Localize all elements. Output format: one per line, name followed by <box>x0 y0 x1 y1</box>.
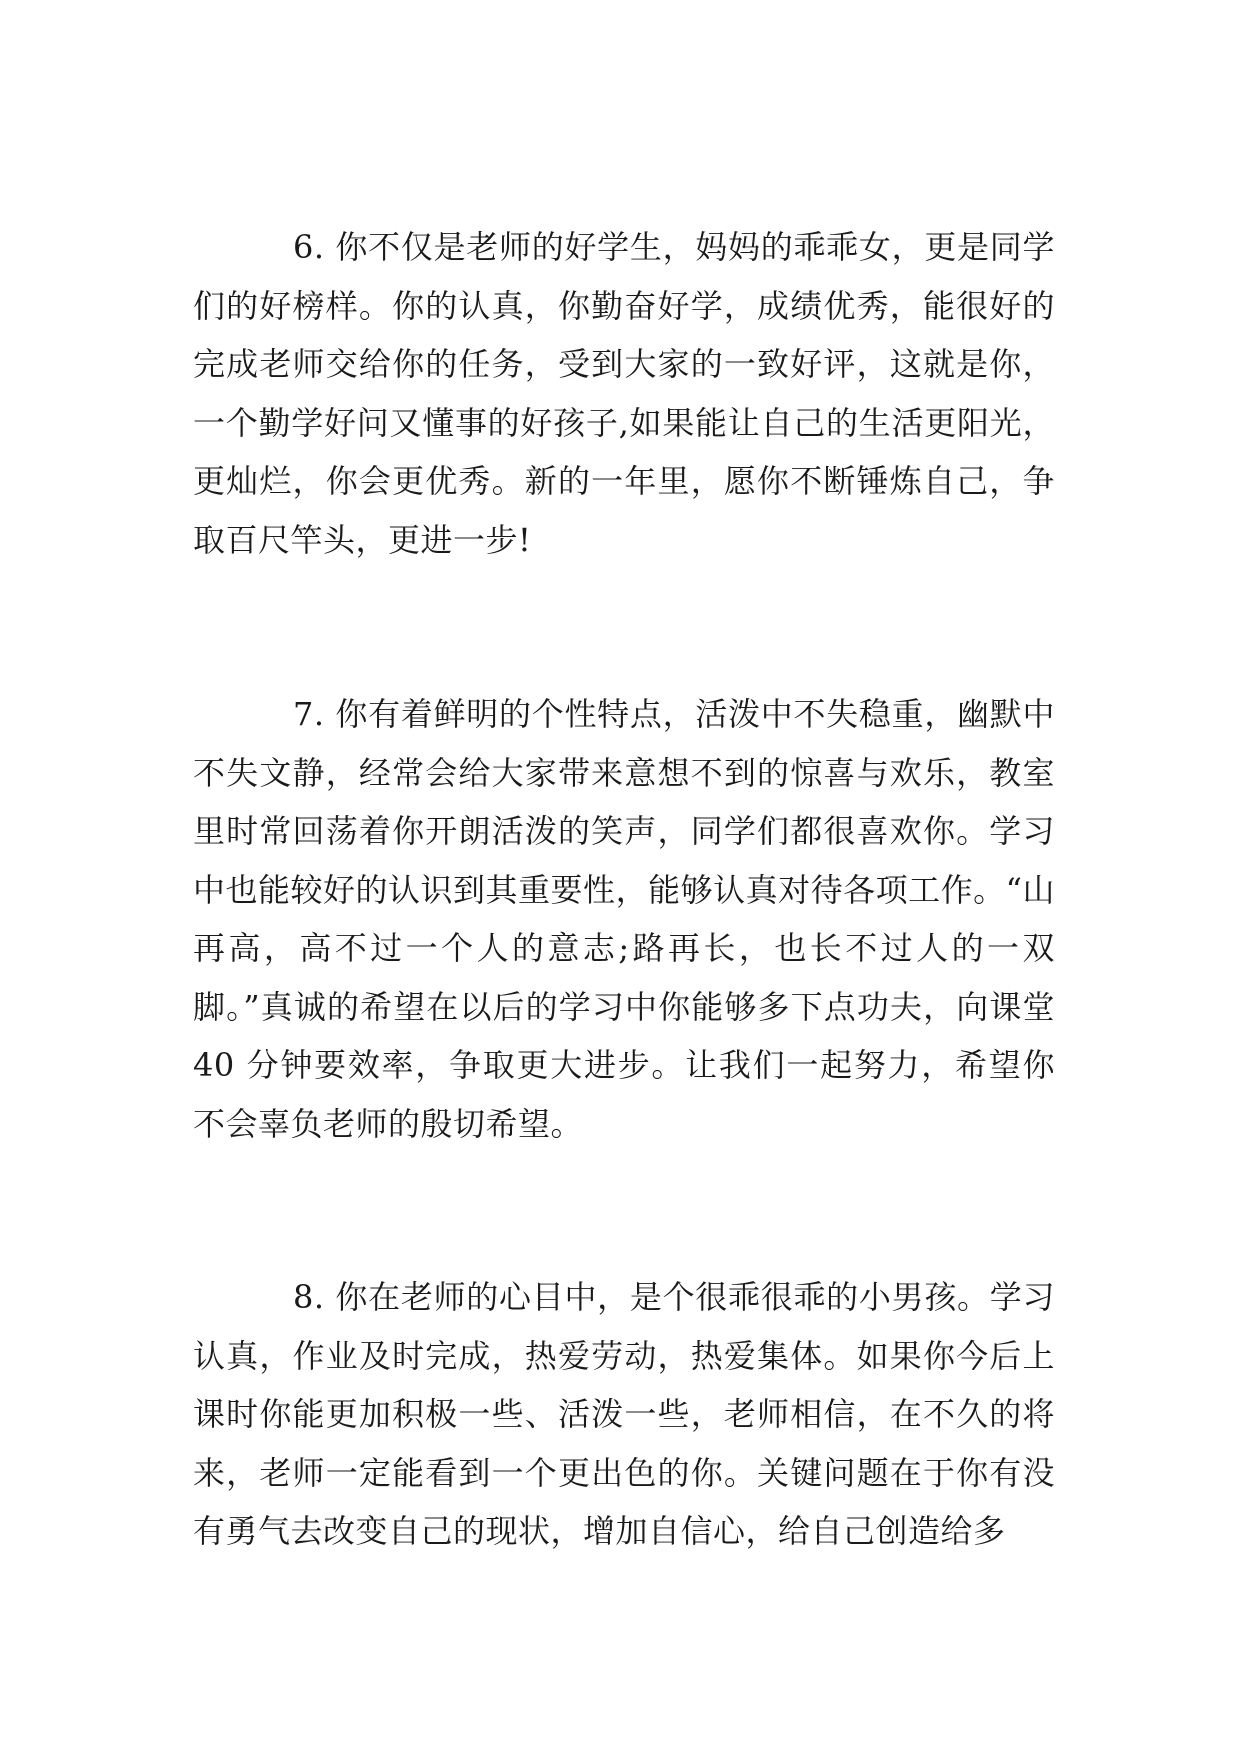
comment-paragraph-8 <box>193 1268 1055 1561</box>
paragraph-text: 6. 你不仅是老师的好学生，妈妈的乖乖女，更是同学们的好榜样。你的认真，你勤奋好学，成绩优秀，能很好的完成老师交给你的任务，受到大家的一致好评，这就是你，一个勤学好问又懂事的好孩子,如果能让自己的生活更阳光，更灿烂，你会更优秀。新的一年里，愿你不断锤炼自己，争取百尺竿头，更进一步! <box>193 228 1055 559</box>
paragraph-text: 7. 你有着鲜明的个性特点，活泼中不失稳重，幽默中不失文静，经常会给大家带来意想不到的惊喜与欢乐，教室里时常回荡着你开朗活泼的笑声，同学们都很喜欢你。学习中也能较好的认识到其重要性，能够认真对待各项工作。“山再高，高不过一个人的意志;路再长，也长不过人的一双脚。”真诚的希望在以后的学习中你能够多下点功夫，向课堂 40 分钟要效率，争取更大进步。让我们一起努力，希望你不会辜负老师的殷切希望。 <box>193 695 1055 1143</box>
paragraph-text: 8. 你在老师的心目中，是个很乖很乖的小男孩。学习认真，作业及时完成，热爱劳动，热爱集体。如果你今后上课时你能更加积极一些、活泼一些，老师相信，在不久的将来，老师一定能看到一个更出色的你。关键问题在于你有没有勇气去改变自己的现状，增加自信心，给自己创造给多 <box>193 1278 1055 1550</box>
comment-paragraph-7 <box>193 685 1055 1153</box>
comment-paragraph-6 <box>193 218 1055 569</box>
